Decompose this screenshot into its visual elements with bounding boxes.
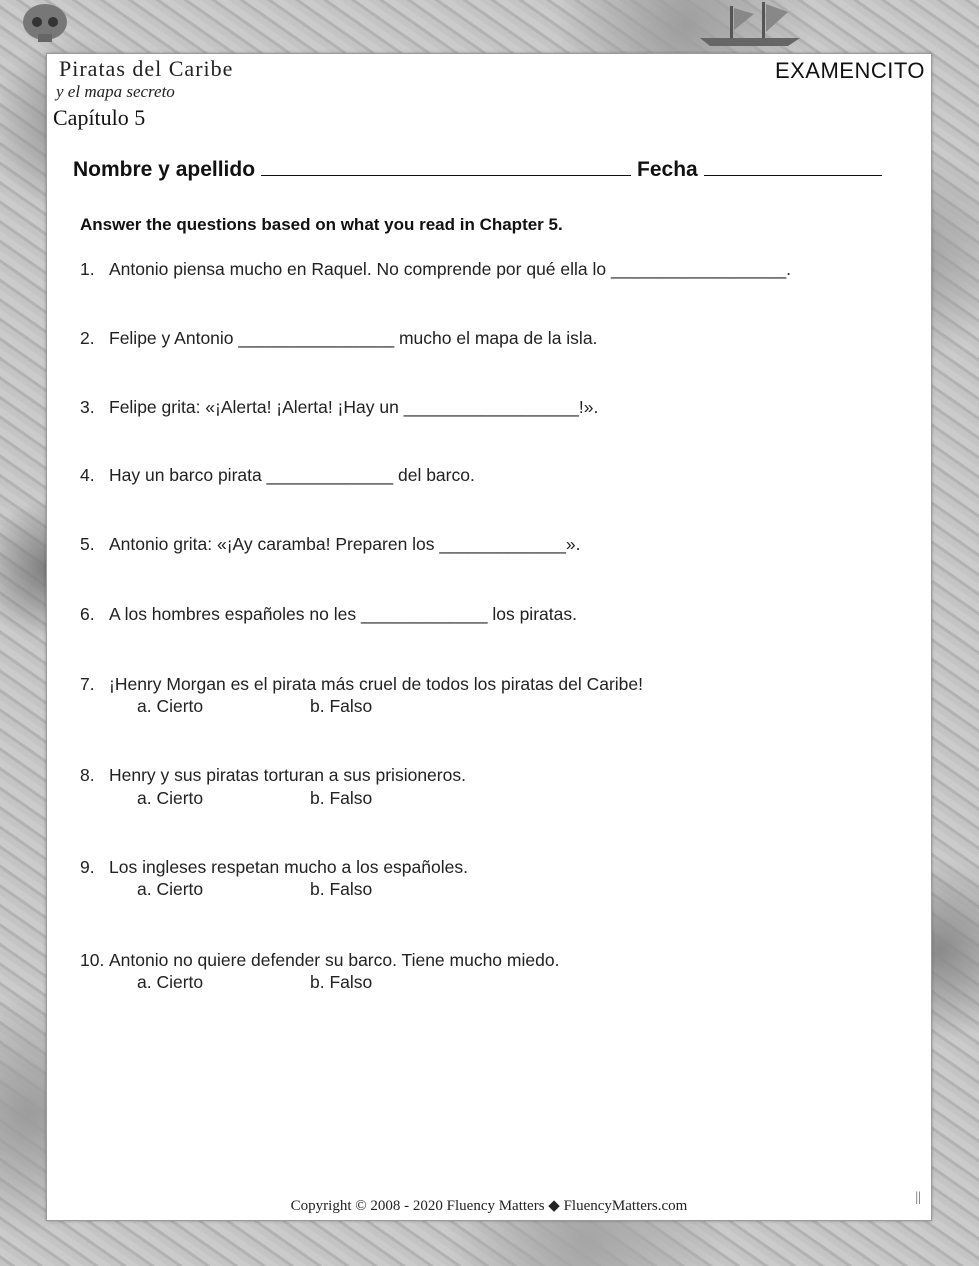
question-number: 4. bbox=[80, 465, 95, 485]
question-4 bbox=[80, 465, 475, 486]
chapter-label: Capítulo 5 bbox=[53, 105, 146, 130]
question-text: Los ingleses respetan mucho a los españoles. bbox=[109, 857, 468, 877]
question-number: 6. bbox=[80, 604, 95, 624]
question-2 bbox=[80, 328, 597, 349]
instructions: Answer the questions based on what you read in Chapter 5. bbox=[80, 215, 563, 234]
option-falso[interactable]: b. Falso bbox=[310, 696, 373, 716]
question-10 bbox=[80, 950, 559, 971]
question-text: Henry y sus piratas torturan a sus prisioneros. bbox=[109, 765, 466, 785]
option-falso[interactable]: b. Falso bbox=[310, 879, 373, 899]
question-6 bbox=[80, 604, 577, 625]
question-text: Antonio grita: «¡Ay caramba! Preparen los _____________». bbox=[109, 534, 581, 554]
question-3 bbox=[80, 397, 598, 418]
question-text: Hay un barco pirata _____________ del barco. bbox=[109, 465, 475, 485]
question-text: Felipe y Antonio ________________ mucho el mapa de la isla. bbox=[109, 328, 598, 348]
date-label: Fecha bbox=[637, 158, 698, 181]
option-falso[interactable]: b. Falso bbox=[310, 788, 373, 808]
question-5 bbox=[80, 534, 581, 555]
name-blank[interactable] bbox=[261, 158, 631, 176]
ship-icon bbox=[690, 0, 810, 48]
question-8 bbox=[80, 765, 466, 786]
question-number: 10. bbox=[80, 950, 105, 970]
question-number: 2. bbox=[80, 328, 95, 348]
question-number: 8. bbox=[80, 765, 95, 785]
question-text: A los hombres españoles no les _____________ los piratas. bbox=[109, 604, 577, 624]
question-text: Felipe grita: «¡Alerta! ¡Alerta! ¡Hay un __________________!». bbox=[109, 397, 599, 417]
question-7 bbox=[80, 674, 643, 695]
question-9 bbox=[80, 857, 468, 878]
option-cierto[interactable]: a. Cierto bbox=[137, 972, 204, 992]
book-title: Piratas del Caribe bbox=[59, 56, 234, 81]
question-8-options bbox=[137, 788, 373, 809]
option-cierto[interactable]: a. Cierto bbox=[137, 879, 204, 899]
option-falso[interactable]: b. Falso bbox=[310, 972, 373, 992]
question-7-options bbox=[137, 696, 373, 717]
option-cierto[interactable]: a. Cierto bbox=[137, 696, 204, 716]
question-number: 5. bbox=[80, 534, 95, 554]
worksheet-page bbox=[46, 53, 932, 1221]
name-label: Nombre y apellido bbox=[73, 158, 256, 181]
question-1 bbox=[80, 259, 791, 280]
question-9-options bbox=[137, 879, 373, 900]
question-number: 1. bbox=[80, 259, 95, 279]
book-subtitle: y el mapa secreto bbox=[56, 82, 175, 101]
date-blank[interactable] bbox=[704, 158, 882, 176]
question-number: 7. bbox=[80, 674, 95, 694]
question-text: Antonio no quiere defender su barco. Tiene mucho miedo. bbox=[109, 950, 560, 970]
page-mark: || bbox=[915, 1190, 921, 1205]
question-number: 9. bbox=[80, 857, 95, 877]
name-date-line bbox=[73, 158, 903, 182]
question-text: ¡Henry Morgan es el pirata más cruel de todos los piratas del Caribe! bbox=[109, 674, 643, 694]
quiz-label: EXAMENCITO bbox=[774, 58, 925, 83]
question-10-options bbox=[137, 972, 373, 993]
skull-icon bbox=[10, 0, 80, 50]
copyright-footer: Copyright © 2008 - 2020 Fluency Matters ◆ FluencyMatters.com bbox=[290, 1198, 688, 1214]
option-cierto[interactable]: a. Cierto bbox=[137, 788, 204, 808]
question-text: Antonio piensa mucho en Raquel. No comprende por qué ella lo __________________. bbox=[109, 259, 792, 279]
question-number: 3. bbox=[80, 397, 95, 417]
